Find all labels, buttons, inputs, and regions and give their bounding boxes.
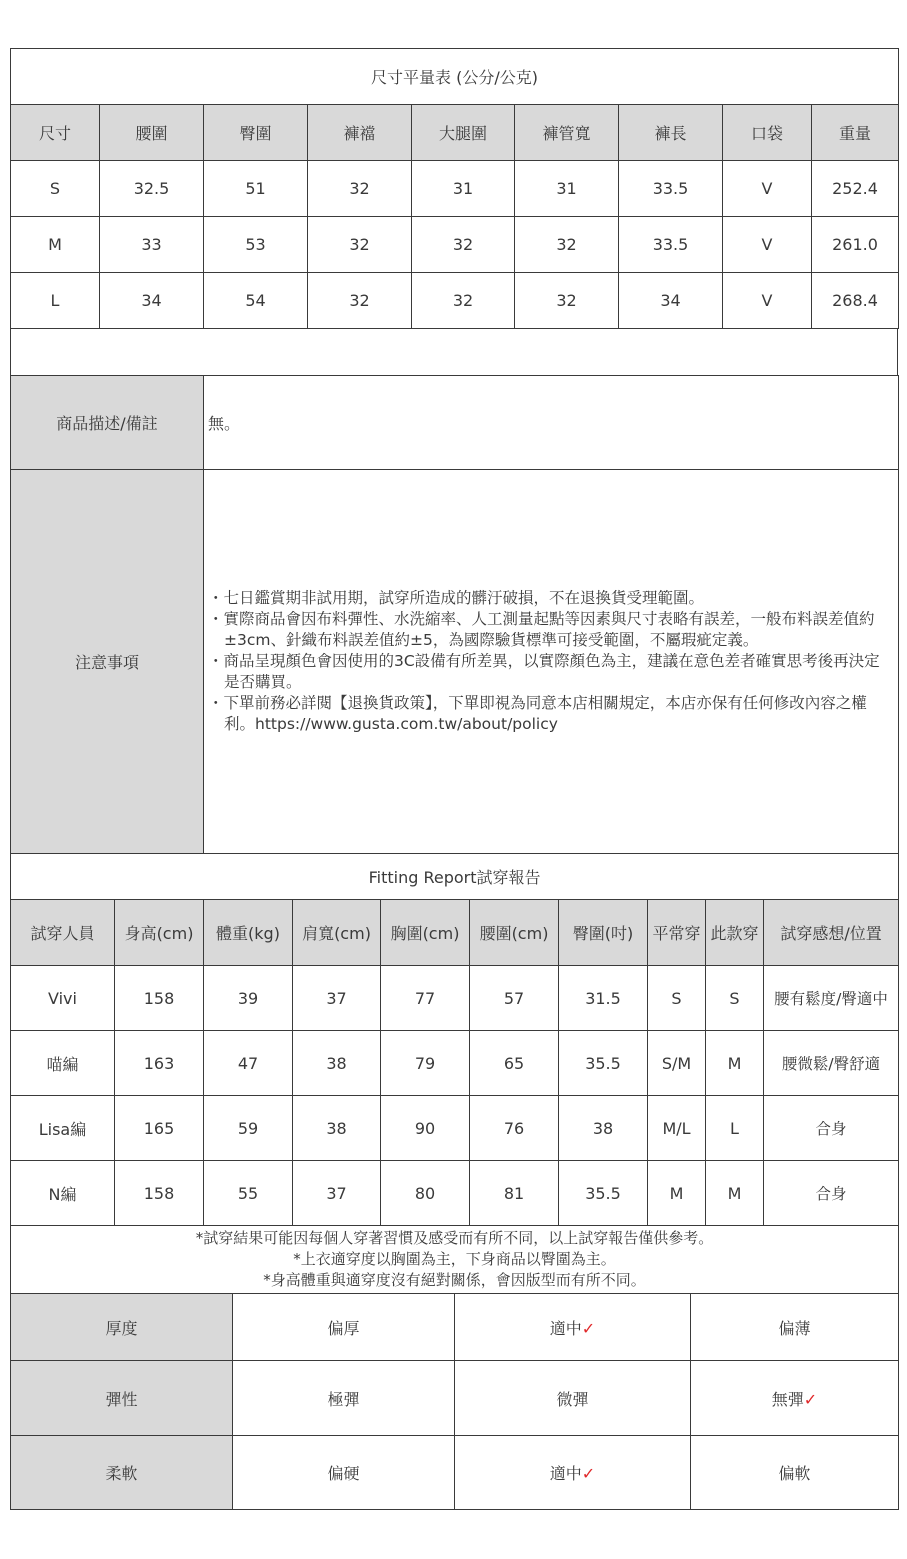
attribute-option-text: 偏薄 xyxy=(778,1318,811,1338)
fitting-cell: 80 xyxy=(381,1161,470,1226)
attribute-option xyxy=(233,1436,455,1510)
table-row xyxy=(11,273,899,329)
attribute-label: 厚度 xyxy=(11,1294,233,1361)
table-row xyxy=(11,966,899,1031)
fitting-table xyxy=(10,853,899,1294)
check-icon: ✓ xyxy=(581,1318,596,1338)
fitting-cell: M xyxy=(706,1161,764,1226)
size-header: 大腿圍 xyxy=(412,105,515,161)
notice-line: ・七日鑑賞期非試用期，試穿所造成的髒汙破損，不在退換貨受理範圍。 xyxy=(208,589,705,607)
size-cell: 31 xyxy=(412,161,515,217)
attribute-row-thickness xyxy=(11,1294,899,1361)
fitting-cell: 158 xyxy=(115,1161,204,1226)
check-icon: ✓ xyxy=(803,1389,818,1409)
description-label: 商品描述/備註 xyxy=(11,376,204,470)
attribute-option xyxy=(691,1361,899,1436)
attribute-label: 彈性 xyxy=(11,1361,233,1436)
size-cell: 51 xyxy=(204,161,308,217)
fitting-cell: 合身 xyxy=(764,1096,899,1161)
fitting-cell: M xyxy=(706,1031,764,1096)
attribute-row-softness xyxy=(11,1436,899,1510)
attribute-row-elasticity xyxy=(11,1361,899,1436)
fitting-cell: 38 xyxy=(293,1096,381,1161)
attribute-table xyxy=(10,1293,899,1510)
attribute-option-text: 適中 xyxy=(549,1318,582,1338)
description-value: 無。 xyxy=(204,376,899,470)
size-cell: 32 xyxy=(308,161,412,217)
attribute-option-text: 偏厚 xyxy=(327,1318,360,1338)
size-cell: 261.0 xyxy=(812,217,899,273)
size-cell: 32.5 xyxy=(100,161,204,217)
attribute-option xyxy=(455,1361,691,1436)
fitting-title: Fitting Report試穿報告 xyxy=(11,854,899,900)
attribute-option xyxy=(455,1294,691,1361)
fitting-cell: 35.5 xyxy=(559,1161,648,1226)
fitting-cell: L xyxy=(706,1096,764,1161)
fitting-header: 肩寬(cm) xyxy=(293,900,381,966)
attribute-option-text: 偏軟 xyxy=(778,1464,811,1483)
fitting-cell: 腰微鬆/臀舒適 xyxy=(764,1031,899,1096)
fitting-cell: M/L xyxy=(648,1096,706,1161)
fitting-cell: S xyxy=(648,966,706,1031)
attribute-option xyxy=(691,1294,899,1361)
fitting-cell: M xyxy=(648,1161,706,1226)
fitting-cell: 37 xyxy=(293,966,381,1031)
fitting-cell: 55 xyxy=(204,1161,293,1226)
attribute-option xyxy=(455,1436,691,1510)
table-row xyxy=(11,217,899,273)
attribute-option-text: 適中 xyxy=(549,1464,582,1483)
info-table xyxy=(10,375,899,854)
fitting-cell: 90 xyxy=(381,1096,470,1161)
fitting-header: 平常穿 xyxy=(648,900,706,966)
size-cell: 32 xyxy=(308,273,412,329)
fitting-cell: S/M xyxy=(648,1031,706,1096)
fitting-cell: 76 xyxy=(470,1096,559,1161)
attribute-option-text: 無彈 xyxy=(771,1389,804,1409)
size-table xyxy=(10,48,899,329)
fitting-header: 身高(cm) xyxy=(115,900,204,966)
size-cell: 33 xyxy=(100,217,204,273)
size-cell: M xyxy=(11,217,100,273)
size-header: 口袋 xyxy=(723,105,812,161)
size-cell: 34 xyxy=(100,273,204,329)
attribute-option-text: 微彈 xyxy=(556,1389,589,1409)
check-icon: ✓ xyxy=(581,1464,596,1483)
caveat-line: *身高體重與適穿度沒有絕對關係，會因版型而有所不同。 xyxy=(263,1271,646,1289)
size-header: 褲襠 xyxy=(308,105,412,161)
fitting-caveats xyxy=(11,1226,899,1294)
size-cell: S xyxy=(11,161,100,217)
fitting-header: 臀圍(吋) xyxy=(559,900,648,966)
fitting-cell: 165 xyxy=(115,1096,204,1161)
fitting-header: 體重(kg) xyxy=(204,900,293,966)
notice-line: ・實際商品會因布料彈性、水洗縮率、人工測量起點等因素與尺寸表略有誤差，一般布料誤差值約±3cm、針織布料誤差值約±5，為國際驗貨標準可接受範圍，不屬瑕疵定義。 xyxy=(208,610,875,649)
notice-line: ・商品呈現顏色會因使用的3C設備有所差異，以實際顏色為主，建議在意色差者確實思考後再決定是否購買。 xyxy=(208,652,880,691)
notice-line: ・下單前務必詳閱【退換貨政策】，下單即視為同意本店相關規定，本店亦保有任何修改內容之權利。https://www.gusta.com.tw/about/policy xyxy=(208,694,867,733)
fitting-cell: 79 xyxy=(381,1031,470,1096)
fitting-cell: 158 xyxy=(115,966,204,1031)
size-cell: 34 xyxy=(619,273,723,329)
table-row xyxy=(11,1031,899,1096)
size-cell: 32 xyxy=(412,273,515,329)
fitting-header: 試穿感想/位置 xyxy=(764,900,899,966)
size-header: 褲管寬 xyxy=(515,105,619,161)
size-header: 腰圍 xyxy=(100,105,204,161)
size-table-header-row xyxy=(11,105,899,161)
fitting-cell: S xyxy=(706,966,764,1031)
size-header: 尺寸 xyxy=(11,105,100,161)
size-cell: 32 xyxy=(308,217,412,273)
fitting-cell: 37 xyxy=(293,1161,381,1226)
fitting-cell: 喵編 xyxy=(11,1031,115,1096)
attribute-option-text: 極彈 xyxy=(327,1389,360,1409)
fitting-cell: 163 xyxy=(115,1031,204,1096)
fitting-cell: Lisa編 xyxy=(11,1096,115,1161)
fitting-header: 此款穿 xyxy=(706,900,764,966)
fitting-header: 試穿人員 xyxy=(11,900,115,966)
fitting-cell: 合身 xyxy=(764,1161,899,1226)
attribute-option xyxy=(233,1294,455,1361)
fitting-cell: 38 xyxy=(293,1031,381,1096)
fitting-header-row xyxy=(11,900,899,966)
fitting-cell: 31.5 xyxy=(559,966,648,1031)
fitting-cell: 35.5 xyxy=(559,1031,648,1096)
table-row xyxy=(11,161,899,217)
fitting-cell: 57 xyxy=(470,966,559,1031)
attribute-option xyxy=(691,1436,899,1510)
size-cell: 33.5 xyxy=(619,161,723,217)
fitting-cell: Vivi xyxy=(11,966,115,1031)
fitting-cell: 38 xyxy=(559,1096,648,1161)
size-cell: 31 xyxy=(515,161,619,217)
size-cell: 54 xyxy=(204,273,308,329)
fitting-cell: N編 xyxy=(11,1161,115,1226)
size-cell: V xyxy=(723,161,812,217)
size-cell: 33.5 xyxy=(619,217,723,273)
size-cell: V xyxy=(723,217,812,273)
size-header: 臀圍 xyxy=(204,105,308,161)
product-info-frame xyxy=(10,48,898,1510)
size-cell: 32 xyxy=(412,217,515,273)
fitting-cell: 59 xyxy=(204,1096,293,1161)
size-cell: L xyxy=(11,273,100,329)
fitting-cell: 47 xyxy=(204,1031,293,1096)
size-cell: 53 xyxy=(204,217,308,273)
notice-content xyxy=(204,470,899,854)
size-cell: 268.4 xyxy=(812,273,899,329)
size-cell: V xyxy=(723,273,812,329)
caveat-line: *試穿結果可能因每個人穿著習慣及感受而有所不同，以上試穿報告僅供參考。 xyxy=(195,1229,714,1247)
size-header: 重量 xyxy=(812,105,899,161)
notice-label: 注意事項 xyxy=(11,470,204,854)
fitting-cell: 65 xyxy=(470,1031,559,1096)
section-gap xyxy=(10,329,898,375)
fitting-cell: 77 xyxy=(381,966,470,1031)
size-table-title: 尺寸平量表 (公分/公克) xyxy=(11,49,899,105)
fitting-cell: 39 xyxy=(204,966,293,1031)
fitting-cell: 81 xyxy=(470,1161,559,1226)
attribute-option-text: 偏硬 xyxy=(327,1464,360,1483)
fitting-header: 胸圍(cm) xyxy=(381,900,470,966)
table-row xyxy=(11,1161,899,1226)
fitting-header: 腰圍(cm) xyxy=(470,900,559,966)
size-header: 褲長 xyxy=(619,105,723,161)
caveat-line: *上衣適穿度以胸圍為主，下身商品以臀圍為主。 xyxy=(293,1250,616,1268)
size-cell: 32 xyxy=(515,217,619,273)
size-cell: 252.4 xyxy=(812,161,899,217)
attribute-label: 柔軟 xyxy=(11,1436,233,1510)
fitting-cell: 腰有鬆度/臀適中 xyxy=(764,966,899,1031)
attribute-option xyxy=(233,1361,455,1436)
table-row xyxy=(11,1096,899,1161)
size-cell: 32 xyxy=(515,273,619,329)
